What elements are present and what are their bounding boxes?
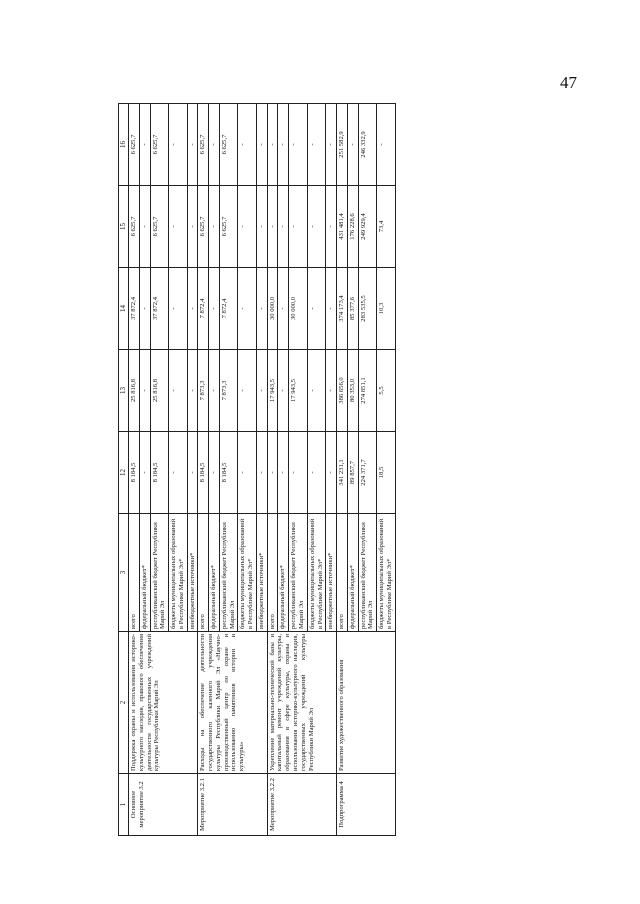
- program-code: Подпрограмма 4: [337, 774, 396, 836]
- amount-cell: -: [169, 268, 188, 350]
- amount-cell: -: [169, 104, 188, 186]
- funding-source: всего: [129, 514, 140, 632]
- amount-cell: 249 929,4: [358, 186, 377, 268]
- amount-cell: 37 872,4: [129, 268, 140, 350]
- amount-cell: 8 184,5: [219, 432, 238, 514]
- program-name: Поддержка охраны и использования историко-культурного наследия, правового обеспечения деятельности государственных учреждений культуры Республики Марий Эл: [129, 632, 198, 774]
- program-name: Укрепление материально-технической базы и капитальный ремонт учреждений культуры, образования в сфере культуры, охраны и использования историко-культурного наследия, государственных учреждений культуры Республики Марий Эл: [267, 632, 336, 774]
- amount-cell: 25 816,8: [129, 350, 140, 432]
- amount-cell: 246 332,9: [358, 104, 377, 186]
- amount-cell: -: [139, 350, 150, 432]
- funding-source: бюджеты муниципальных образований в Республике Марий Эл*: [377, 514, 396, 632]
- table-row: [267, 104, 278, 836]
- amount-cell: -: [307, 432, 326, 514]
- amount-cell: -: [139, 268, 150, 350]
- amount-cell: 80 353,0: [347, 350, 358, 432]
- amount-cell: 17 943,5: [289, 350, 308, 432]
- amount-cell: 341 231,1: [337, 432, 348, 514]
- amount-cell: -: [139, 186, 150, 268]
- program-name: Расходы на обеспечение деятельности государственного казенного учреждения культуры Республики Марий Эл «Научно-производственный центр по охране и использованию памятников истории и культуры»: [198, 632, 267, 774]
- amount-cell: -: [139, 432, 150, 514]
- amount-cell: 6 625,7: [219, 104, 238, 186]
- funding-source: республиканский бюджет Республики Марий Эл: [150, 514, 169, 632]
- funding-source: всего: [267, 514, 278, 632]
- amount-cell: -: [238, 268, 257, 350]
- amount-cell: 431 481,4: [337, 186, 348, 268]
- column-number-header: [119, 104, 129, 836]
- amount-cell: -: [256, 104, 267, 186]
- funding-source: федеральный бюджет*: [209, 514, 220, 632]
- amount-cell: 5,5: [377, 350, 396, 432]
- amount-cell: 6 625,7: [129, 104, 140, 186]
- amount-cell: -: [289, 432, 308, 514]
- amount-cell: 374 173,4: [337, 268, 348, 350]
- amount-cell: 37 872,4: [150, 268, 169, 350]
- column-number-cell: 13: [119, 350, 129, 432]
- program-code: Мероприятие 3.2.1: [198, 774, 267, 836]
- amount-cell: 251 582,9: [337, 104, 348, 186]
- amount-cell: 8 184,5: [198, 432, 209, 514]
- amount-cell: 6 625,7: [198, 186, 209, 268]
- amount-cell: -: [169, 432, 188, 514]
- amount-cell: 224 371,7: [358, 432, 377, 514]
- amount-cell: -: [209, 432, 220, 514]
- amount-cell: -: [209, 350, 220, 432]
- amount-cell: -: [347, 104, 358, 186]
- funding-source: бюджеты муниципальных образований в Республике Марий Эл*: [169, 514, 188, 632]
- amount-cell: -: [307, 104, 326, 186]
- funding-source: всего: [337, 514, 348, 632]
- amount-cell: -: [307, 186, 326, 268]
- funding-source: внебюджетные источники*: [326, 514, 337, 632]
- amount-cell: 274 851,1: [358, 350, 377, 432]
- funding-source: республиканский бюджет Республики Марий Эл: [219, 514, 238, 632]
- amount-cell: -: [209, 104, 220, 186]
- amount-cell: 386 656,0: [337, 350, 348, 432]
- amount-cell: 7 872,4: [198, 268, 209, 350]
- table-row: [337, 104, 348, 836]
- amount-cell: -: [278, 104, 289, 186]
- amount-cell: 10,3: [377, 268, 396, 350]
- amount-cell: -: [307, 268, 326, 350]
- amount-cell: -: [326, 104, 337, 186]
- column-number-cell: 16: [119, 104, 129, 186]
- amount-cell: -: [278, 268, 289, 350]
- column-number-cell: 15: [119, 186, 129, 268]
- funding-source: федеральный бюджет*: [139, 514, 150, 632]
- amount-cell: 176 228,6: [347, 186, 358, 268]
- amount-cell: -: [169, 350, 188, 432]
- amount-cell: 283 535,5: [358, 268, 377, 350]
- amount-cell: -: [307, 350, 326, 432]
- amount-cell: -: [326, 268, 337, 350]
- amount-cell: 25 816,8: [150, 350, 169, 432]
- amount-cell: 8 184,5: [129, 432, 140, 514]
- amount-cell: 18,5: [377, 432, 396, 514]
- amount-cell: -: [187, 432, 198, 514]
- amount-cell: -: [209, 268, 220, 350]
- amount-cell: 7 873,3: [219, 350, 238, 432]
- funding-source: республиканский бюджет Республики Марий Эл: [358, 514, 377, 632]
- amount-cell: 7 872,4: [219, 268, 238, 350]
- amount-cell: -: [326, 432, 337, 514]
- amount-cell: -: [187, 268, 198, 350]
- funding-source: республиканский бюджет Республики Марий Эл: [289, 514, 308, 632]
- funding-source: федеральный бюджет*: [278, 514, 289, 632]
- amount-cell: -: [238, 432, 257, 514]
- program-code: Мероприятие 3.2.2: [267, 774, 336, 836]
- rotated-table-page: [118, 104, 640, 836]
- page-number: 47: [560, 73, 577, 92]
- amount-cell: -: [278, 432, 289, 514]
- table-row: [129, 104, 140, 836]
- amount-cell: 6 625,7: [150, 104, 169, 186]
- budget-table: [118, 103, 396, 836]
- amount-cell: -: [256, 432, 267, 514]
- amount-cell: -: [256, 268, 267, 350]
- funding-source: бюджеты муниципальных образований в Республике Марий Эл*: [307, 514, 326, 632]
- funding-source: федеральный бюджет*: [347, 514, 358, 632]
- amount-cell: -: [326, 186, 337, 268]
- amount-cell: 30 000,0: [267, 268, 278, 350]
- column-number-cell: 14: [119, 268, 129, 350]
- amount-cell: -: [256, 186, 267, 268]
- program-name: Развитие художественного образования: [337, 632, 396, 774]
- amount-cell: -: [238, 104, 257, 186]
- column-number-cell: 12: [119, 432, 129, 514]
- amount-cell: 89 857,7: [347, 432, 358, 514]
- amount-cell: -: [238, 350, 257, 432]
- funding-source: бюджеты муниципальных образований в Республике Марий Эл*: [238, 514, 257, 632]
- amount-cell: -: [377, 104, 396, 186]
- amount-cell: 6 625,7: [198, 104, 209, 186]
- table-row: [198, 104, 209, 836]
- amount-cell: -: [139, 104, 150, 186]
- column-number-cell: 2: [119, 632, 129, 774]
- amount-cell: 17 943,5: [267, 350, 278, 432]
- funding-source: всего: [198, 514, 209, 632]
- amount-cell: -: [187, 104, 198, 186]
- amount-cell: -: [267, 104, 278, 186]
- amount-cell: 6 625,7: [150, 186, 169, 268]
- amount-cell: -: [169, 186, 188, 268]
- amount-cell: -: [289, 186, 308, 268]
- amount-cell: 6 625,7: [129, 186, 140, 268]
- funding-source: внебюджетные источники*: [256, 514, 267, 632]
- amount-cell: 85 377,6: [347, 268, 358, 350]
- amount-cell: -: [267, 186, 278, 268]
- amount-cell: -: [187, 350, 198, 432]
- amount-cell: -: [326, 350, 337, 432]
- column-number-cell: 1: [119, 774, 129, 836]
- amount-cell: -: [256, 350, 267, 432]
- amount-cell: -: [278, 186, 289, 268]
- amount-cell: -: [187, 186, 198, 268]
- amount-cell: -: [267, 432, 278, 514]
- amount-cell: -: [278, 350, 289, 432]
- amount-cell: 6 625,7: [219, 186, 238, 268]
- amount-cell: 73,4: [377, 186, 396, 268]
- amount-cell: -: [209, 186, 220, 268]
- amount-cell: 30 000,0: [289, 268, 308, 350]
- amount-cell: 7 873,3: [198, 350, 209, 432]
- amount-cell: -: [289, 104, 308, 186]
- amount-cell: 8 184,5: [150, 432, 169, 514]
- funding-source: внебюджетные источники*: [187, 514, 198, 632]
- program-code: Основное мероприятие 3.2: [129, 774, 198, 836]
- column-number-cell: 3: [119, 514, 129, 632]
- amount-cell: -: [238, 186, 257, 268]
